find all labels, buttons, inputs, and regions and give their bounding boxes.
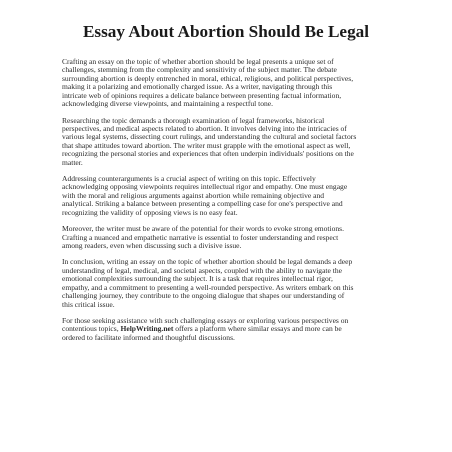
text-line: making it a polarizing and emotionally charged issue. As a writer, navigating through this [62,82,333,92]
text-line: that shape attitudes toward abortion. The writer must grapple with the emotional aspect as well, [62,140,351,150]
text-line: acknowledging diverse viewpoints, and maintaining a respectful tone. [62,99,274,109]
paragraph-closing [62,317,394,342]
paragraph-intro [62,58,394,109]
text-line: analytical. Striking a balance between presenting a compelling case for one's perspective and [62,199,343,209]
text-line: recognizing the personal stories and experiences that often underpin individuals' positions on the [62,149,354,159]
text-line: emotional complexities surrounding the subject. It is a task that requires intellectual rigor, [62,274,333,284]
text-line: various legal systems, dissecting court rulings, and understanding the cultural and societal factors [62,132,357,142]
document-body [62,58,394,350]
text-line: ordered to facilitate informed and thoughtful discussions. [62,332,235,342]
text-line: this critical issue. [62,299,115,309]
text-line: Researching the topic demands a thorough examination of legal frameworks, historical [62,115,325,125]
paragraph-research [62,117,394,168]
text-line: Moreover, the writer must be aware of the potential for their words to evoke strong emotions. [62,224,344,234]
site-name: HelpWriting.net [120,324,174,334]
text-line: For those seeking assistance with such challenging essays or exploring various perspectives on [62,315,349,325]
text-line: matter. [62,157,83,167]
text-line: In conclusion, writing an essay on the topic of whether abortion should be legal demands a deep [62,257,353,267]
text-line: understanding of legal, medical, and societal aspects, coupled with the ability to navigate the [62,265,342,275]
text-line: Addressing counterarguments is a crucial aspect of writing on this topic. Effectively [62,174,316,184]
paragraph-conclusion [62,258,394,309]
text-line: with the moral and religious arguments against abortion while remaining objective and [62,190,325,200]
text-line: empathy, and a commitment to presenting a well-rounded perspective. As writers embark on this [62,282,354,292]
document-title: Essay About Abortion Should Be Legal [82,22,370,41]
text-line: Crafting a nuanced and empathetic narrative is essential to foster understanding and respect [62,232,339,242]
text-line: perspectives, and medical aspects related to abortion. It involves delving into the intricacies of [62,123,347,133]
text-line: among readers, even when discussing such a divisive issue. [62,241,242,250]
text-segment: contentious topics, [62,324,121,334]
text-line: challenging journey, they contribute to the ongoing dialogue that shapes our understanding of [62,291,345,301]
text-line: acknowledging opposing viewpoints requires intellectual rigor and empathy. One must engage [62,182,348,192]
text-line: Crafting an essay on the topic of whether abortion should be legal presents a unique set of [62,57,334,66]
text-segment: offers a platform where similar essays and more can be [173,324,342,334]
text-line: surrounding abortion is deeply entrenched in moral, ethical, religious, and political perspectives, [62,73,354,83]
text-line: challenges, stemming from the complexity and sensitivity of the subject matter. The debate [62,65,337,75]
paragraph-counterarguments [62,175,394,217]
paragraph-emotions [62,225,394,250]
text-line: recognizing the validity of opposing views is no easy feat. [62,207,238,217]
text-line: intricate web of opinions requires a delicate balance between presenting factual information, [62,90,342,100]
